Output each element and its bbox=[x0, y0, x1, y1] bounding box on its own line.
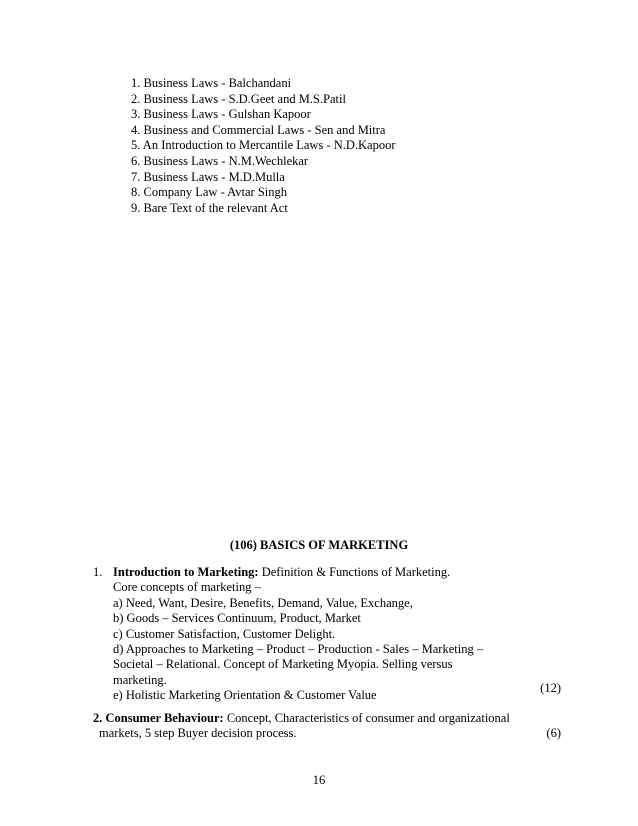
unit-heading-text: Definition & Functions of Marketing. bbox=[258, 565, 451, 579]
unit-line: d) Approaches to Marketing – Product – Production - Sales – Marketing – bbox=[113, 642, 484, 657]
unit-line-last bbox=[113, 688, 561, 703]
unit-marks: (12) bbox=[540, 680, 561, 695]
unit-heading: 2. Consumer Behaviour: bbox=[93, 711, 224, 725]
reference-item: 1. Business Laws - Balchandani bbox=[131, 76, 292, 90]
reference-item: 2. Business Laws - S.D.Geet and M.S.Patil bbox=[131, 91, 346, 106]
unit-heading-line bbox=[113, 565, 561, 580]
unit-body bbox=[93, 711, 561, 742]
unit-line: b) Goods – Services Continuum, Product, Market bbox=[113, 611, 361, 626]
unit-line: Core concepts of marketing – bbox=[113, 580, 261, 595]
reference-item: 6. Business Laws - N.M.Wechlekar bbox=[131, 153, 309, 168]
reference-item: 9. Bare Text of the relevant Act bbox=[131, 200, 288, 215]
unit-line: Societal – Relational. Concept of Marketing Myopia. Selling versus bbox=[113, 657, 453, 672]
syllabus-unit-1 bbox=[93, 565, 561, 704]
page-number: 16 bbox=[312, 773, 326, 787]
unit-line: c) Customer Satisfaction, Customer Delight. bbox=[113, 626, 336, 641]
unit-number: 1. bbox=[93, 565, 103, 579]
reference-item: 5. An Introduction to Mercantile Laws - N.D.Kapoor bbox=[131, 138, 396, 153]
reference-item: 4. Business and Commercial Laws - Sen and Mitra bbox=[131, 122, 386, 137]
unit-line: markets, 5 step Buyer decision process. bbox=[99, 726, 297, 741]
unit-body bbox=[113, 565, 561, 704]
unit-heading-text: Concept, Characteristics of consumer and organizational bbox=[223, 711, 510, 725]
reference-item: 7. Business Laws - M.D.Mulla bbox=[131, 169, 285, 184]
reference-item: 3. Business Laws - Gulshan Kapoor bbox=[131, 107, 311, 122]
reference-item: 8. Company Law - Avtar Singh bbox=[131, 185, 287, 200]
reference-list bbox=[131, 76, 396, 216]
syllabus-unit-2 bbox=[93, 711, 561, 742]
unit-line: a) Need, Want, Desire, Benefits, Demand, Value, Exchange, bbox=[113, 595, 413, 610]
unit-line-text: e) Holistic Marketing Orientation & Customer Value bbox=[113, 688, 377, 703]
unit-marks: (6) bbox=[546, 726, 561, 741]
unit-heading: Introduction to Marketing: bbox=[113, 565, 259, 579]
section-title: (106) BASICS OF MARKETING bbox=[229, 538, 409, 552]
unit-line: marketing. bbox=[113, 672, 167, 687]
unit-heading-line bbox=[93, 711, 561, 726]
